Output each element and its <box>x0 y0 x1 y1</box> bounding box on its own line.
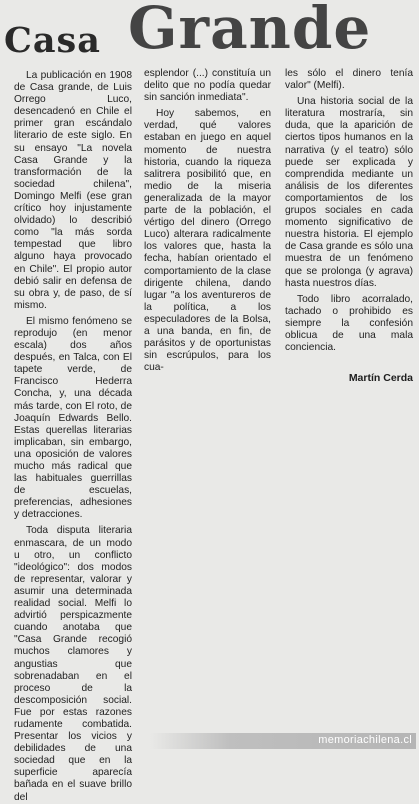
watermark-text: memoriachilena.cl <box>318 734 412 746</box>
article-column-1 <box>14 70 132 803</box>
watermark <box>150 733 416 749</box>
paragraph: Todo libro acorralado, tachado o prohibido es siempre la confesión oblicua de una mala conciencia. <box>285 293 413 354</box>
paragraph: La publicación en 1908 de Casa grande, de Luis Orrego Luco, desencadenó en Chile el primer gran escándalo literario de este siglo. En su ensayo "La novela Casa Grande y la transformación de la sociedad chilena", Domingo Melfi (ese gran crítico hoy injustamente olvidado) lo describió como "la más sorda tempestad que libro alguno haya provocado en Chile". El propio autor debió salir en defensa de su obra y, de paso, de sí mismo. <box>14 70 132 311</box>
paragraph: Hoy sabemos, en verdad, qué valores estaban en juego en aquel momento de nuestra historia, cuando la riqueza salitrera posibilitó que, en medio de la miseria generalizada de la mayor parte de la población, el vértigo del dinero (Orrego Luco) alterara radicalmente los valores que, hasta la fecha, habían orientado el comportamiento de la clase dirigente chilena, dando lugar "a los aventureros de la política, a los especuladores de la Bolsa, a una banda, en fin, de parásitos y de oportunistas sin escrúpulos, para los cua- <box>144 108 271 374</box>
paragraph: Una historia social de la literatura mostraría, sin duda, que la aparición de ciertos tipos humanos en la narrativa (y el teatro) sólo puede ser explicada y comprendida mediante un análisis de los diferentes comportamientos de los grupos sociales en cada momento significativo de nuestra historia. El ejemplo de Casa grande es sólo una muestra de un fenómeno que se prolonga (y agrava) hasta nuestros días. <box>285 96 413 289</box>
paragraph: Toda disputa literaria enmascara, de un modo u otro, un conflicto "ideológico": dos modos de representar, valorar y asumir una determinada realidad social. Melfi lo advirtió perspicazmente cuando anotaba que "Casa Grande recogió muchos clamores y angustias que sobrenadaban en el proceso de la descomposición social. Fue por estas razones rudamente combatida. Presentar los vicios y debilidades de una sociedad que en la superficie aparecía bañada en el suave brillo del <box>14 525 132 803</box>
paragraph: esplendor (...) constituía un delito que no podía quedar sin sanción inmediata". <box>144 68 271 104</box>
paragraph: El mismo fenómeno se reprodujo (en menor escala) dos años después, en Talca, con El tapete verde, de Francisco Hederra Concha, y, una década más tarde, con El roto, de Joaquín Edwards Bello. Estas querellas literarias implicaban, sin embargo, una oposición de valores mucho más radical que las habituales guerrillas de escuelas, preferencias, adhesiones y detracciones. <box>14 315 132 521</box>
headline-small: Casa <box>4 20 101 61</box>
author-signature: Martín Cerda <box>348 372 413 384</box>
article-column-2 <box>144 68 271 374</box>
paragraph: les sólo el dinero tenía valor" (Melfi). <box>285 68 413 92</box>
headline <box>4 2 415 64</box>
headline-big: Grande <box>128 0 372 62</box>
